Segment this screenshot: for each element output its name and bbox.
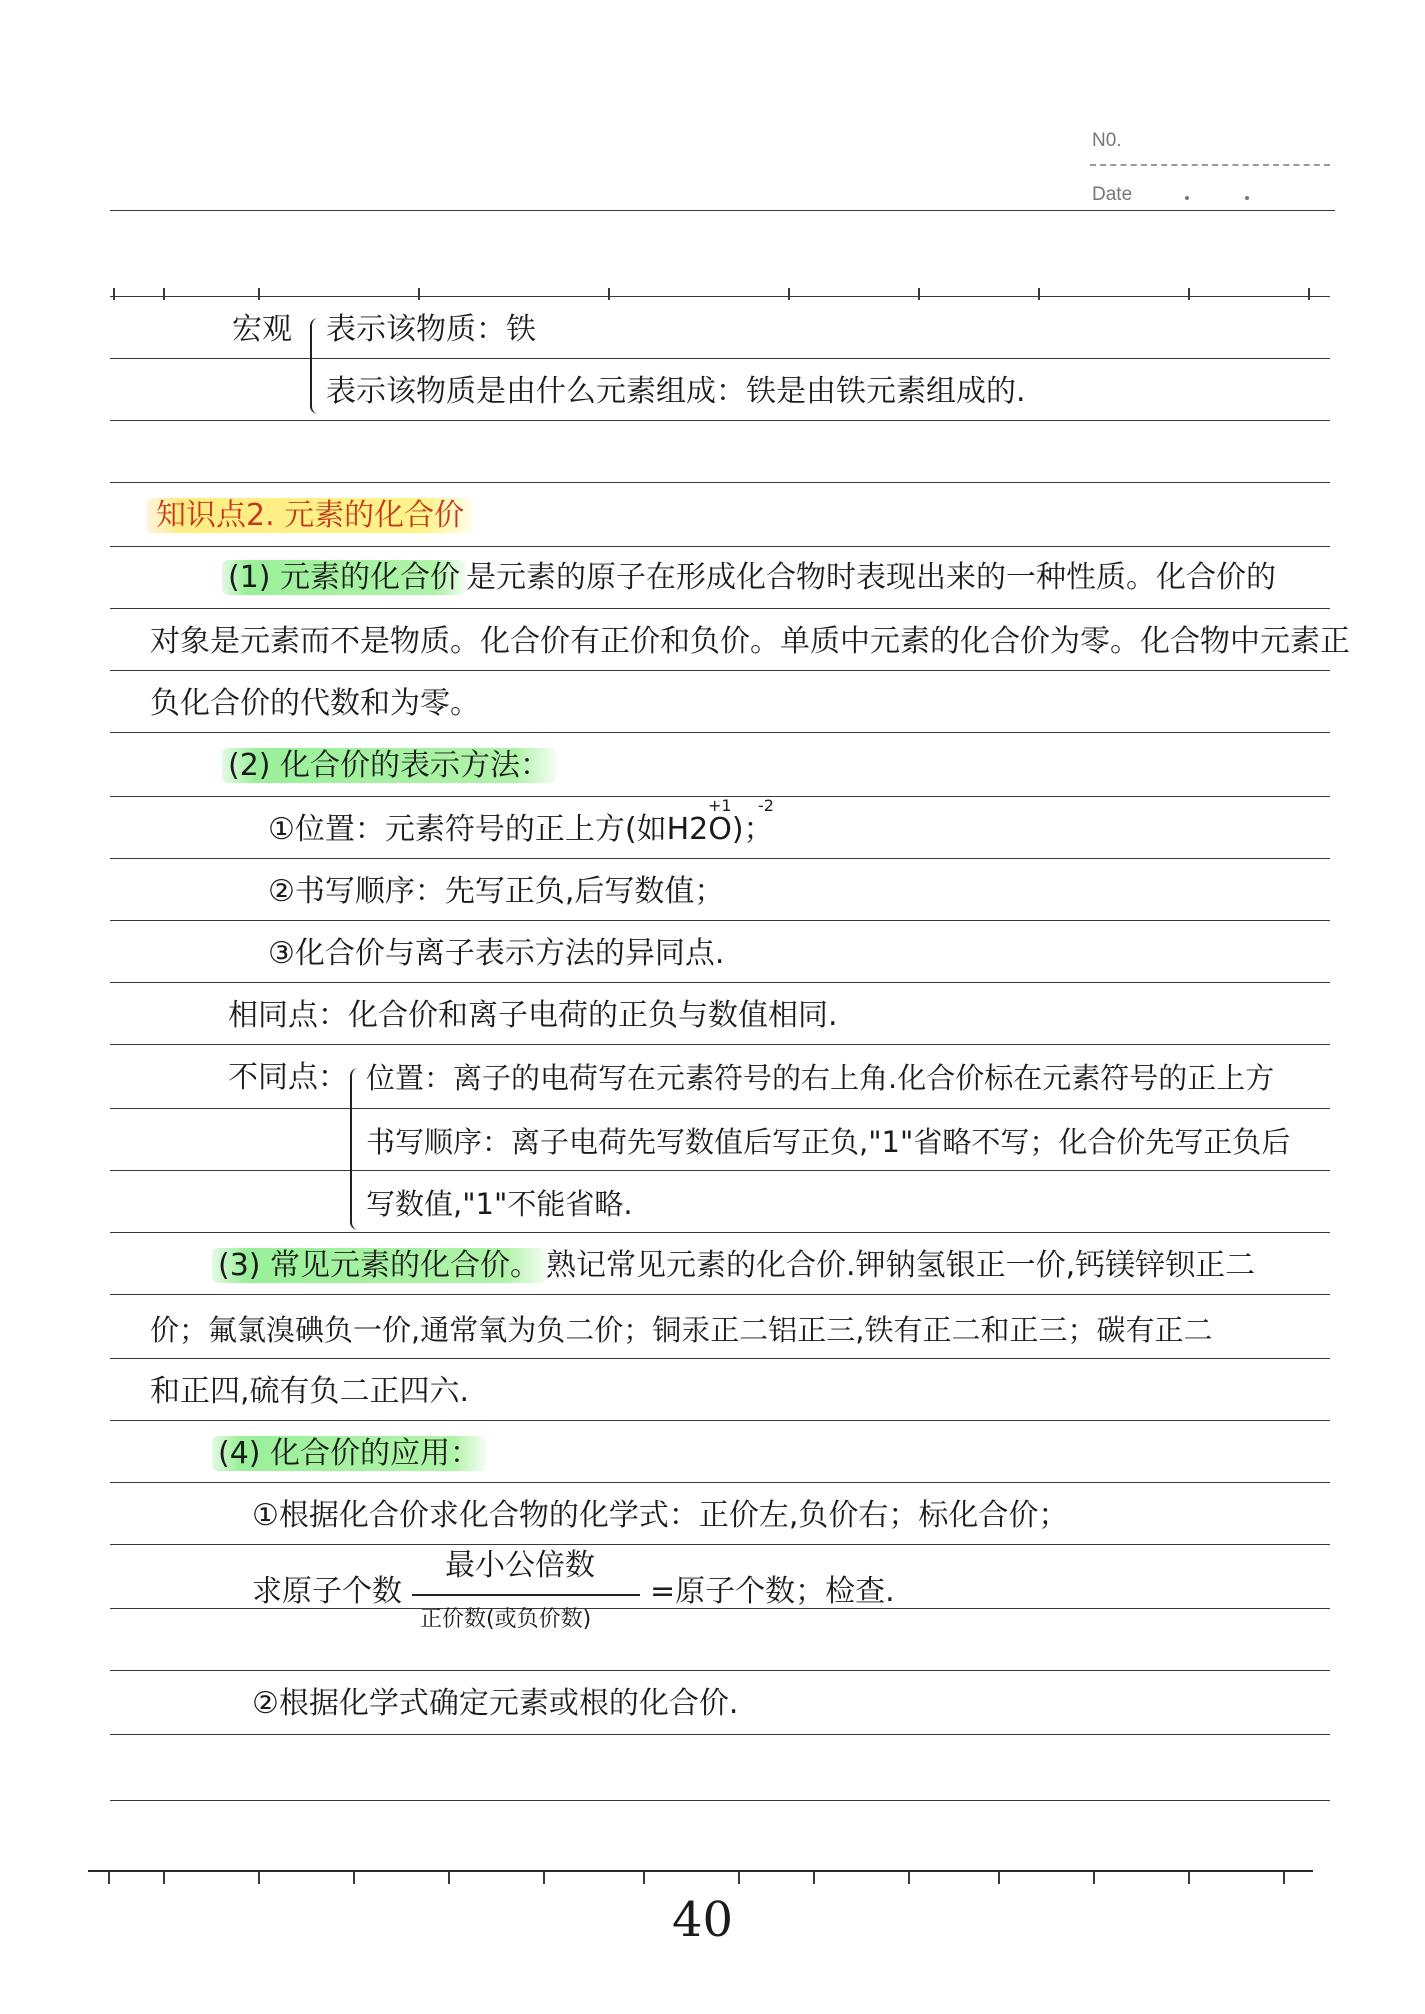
paragraph-2-item-2: ②书写顺序：先写正负,后写数值； bbox=[268, 874, 725, 909]
formula-right: =原子个数；检查. bbox=[650, 1574, 895, 1609]
formula-numerator: 最小公倍数 bbox=[445, 1548, 595, 1583]
valence-superscript-h: +1 bbox=[708, 796, 732, 815]
ruled-line bbox=[110, 296, 1330, 297]
ruled-line bbox=[110, 1232, 1330, 1233]
ruled-line bbox=[110, 982, 1330, 983]
ruled-line bbox=[110, 210, 1335, 211]
paragraph-2-item-3: ③化合价与离子表示方法的异同点. bbox=[268, 936, 725, 971]
ruled-line bbox=[110, 546, 1330, 547]
same-points: 相同点：化合价和离子电荷的正负与数值相同. bbox=[228, 998, 838, 1033]
ruled-line bbox=[110, 1734, 1330, 1735]
ruled-line bbox=[110, 1294, 1330, 1295]
fraction-bar bbox=[412, 1594, 640, 1596]
paragraph-3-highlight: (3) 常见元素的化合价。 bbox=[212, 1248, 546, 1283]
ruled-line bbox=[110, 1482, 1330, 1483]
macro-brace bbox=[310, 318, 322, 414]
paragraph-2-heading: (2) 化合价的表示方法： bbox=[222, 746, 556, 786]
diff-label: 不同点： bbox=[228, 1060, 348, 1095]
paragraph-3-line-1: (3) 常见元素的化合价。 熟记常见元素的化合价.钾钠氢银正一价,钙镁锌钡正二 bbox=[212, 1246, 1255, 1286]
page-number: 40 bbox=[672, 1892, 734, 1948]
diff-item: 书写顺序：离子电荷先写数值后写正负,"1"省略不写；化合价先写正负后 bbox=[366, 1125, 1291, 1159]
paragraph-1-line-1: (1) 元素的化合价 是元素的原子在形成化合物时表现出来的一种性质。化合价的 bbox=[222, 558, 1276, 598]
ruled-line bbox=[110, 670, 1330, 671]
paragraph-4-item-2: ②根据化学式确定元素或根的化合价. bbox=[252, 1686, 739, 1721]
paragraph-2-item-1: ①位置：元素符号的正上方(如H2O)； bbox=[268, 812, 774, 847]
paragraph-3-line-3: 和正四,硫有负二正四六. bbox=[150, 1374, 470, 1409]
macro-item: 表示该物质：铁 bbox=[326, 312, 536, 347]
paragraph-1-highlight: (1) 元素的化合价 bbox=[222, 560, 466, 595]
number-label: N0. bbox=[1092, 130, 1122, 151]
ruled-line bbox=[110, 1358, 1330, 1359]
diff-item: 位置：离子的电荷写在元素符号的右上角.化合价标在元素符号的正上方 bbox=[366, 1061, 1275, 1095]
ruled-line bbox=[110, 1044, 1330, 1045]
valence-superscript-o: -2 bbox=[758, 796, 774, 815]
ruled-line bbox=[110, 420, 1330, 421]
paragraph-3-line-2: 价；氟氯溴碘负一价,通常氧为负二价；铜汞正二铝正三,铁有正二和正三；碳有正二 bbox=[150, 1313, 1213, 1347]
ruled-line bbox=[110, 732, 1330, 733]
ruled-line bbox=[110, 482, 1330, 483]
macro-item: 表示该物质是由什么元素组成：铁是由铁元素组成的. bbox=[326, 374, 1026, 409]
section-title: 知识点2. 元素的化合价 bbox=[146, 496, 474, 536]
date-dot bbox=[1185, 196, 1189, 200]
diff-brace bbox=[350, 1068, 362, 1230]
ruled-line bbox=[110, 1544, 1330, 1545]
paragraph-1-line-3: 负化合价的代数和为零。 bbox=[150, 686, 480, 721]
ruled-line bbox=[110, 1108, 1330, 1109]
date-label: Date bbox=[1092, 184, 1133, 205]
tick-row-bottom bbox=[88, 1872, 1313, 1886]
paragraph-1-line-2: 对象是元素而不是物质。化合价有正价和负价。单质中元素的化合价为零。化合物中元素正 bbox=[150, 624, 1350, 659]
paragraph-4-heading: (4) 化合价的应用： bbox=[212, 1434, 486, 1474]
ruled-line bbox=[110, 1420, 1330, 1421]
ruled-line bbox=[110, 858, 1330, 859]
formula-denominator: 正价数(或负价数) bbox=[420, 1607, 592, 1632]
date-dot bbox=[1245, 196, 1249, 200]
tick-row-top bbox=[88, 288, 1313, 302]
number-dashed-line bbox=[1090, 164, 1330, 166]
diff-item: 写数值,"1"不能省略. bbox=[366, 1187, 633, 1221]
paragraph-4-item-1: ①根据化合价求化合物的化学式：正价左,负价右；标化合价； bbox=[252, 1498, 1069, 1533]
formula-left: 求原子个数 bbox=[252, 1574, 402, 1609]
ruled-line bbox=[110, 920, 1330, 921]
macro-label: 宏观 bbox=[232, 312, 292, 347]
ruled-line bbox=[110, 1170, 1330, 1171]
ruled-line bbox=[110, 1800, 1330, 1801]
ruled-line bbox=[110, 608, 1330, 609]
ruled-line bbox=[110, 1670, 1330, 1671]
ruled-line bbox=[110, 358, 1330, 359]
